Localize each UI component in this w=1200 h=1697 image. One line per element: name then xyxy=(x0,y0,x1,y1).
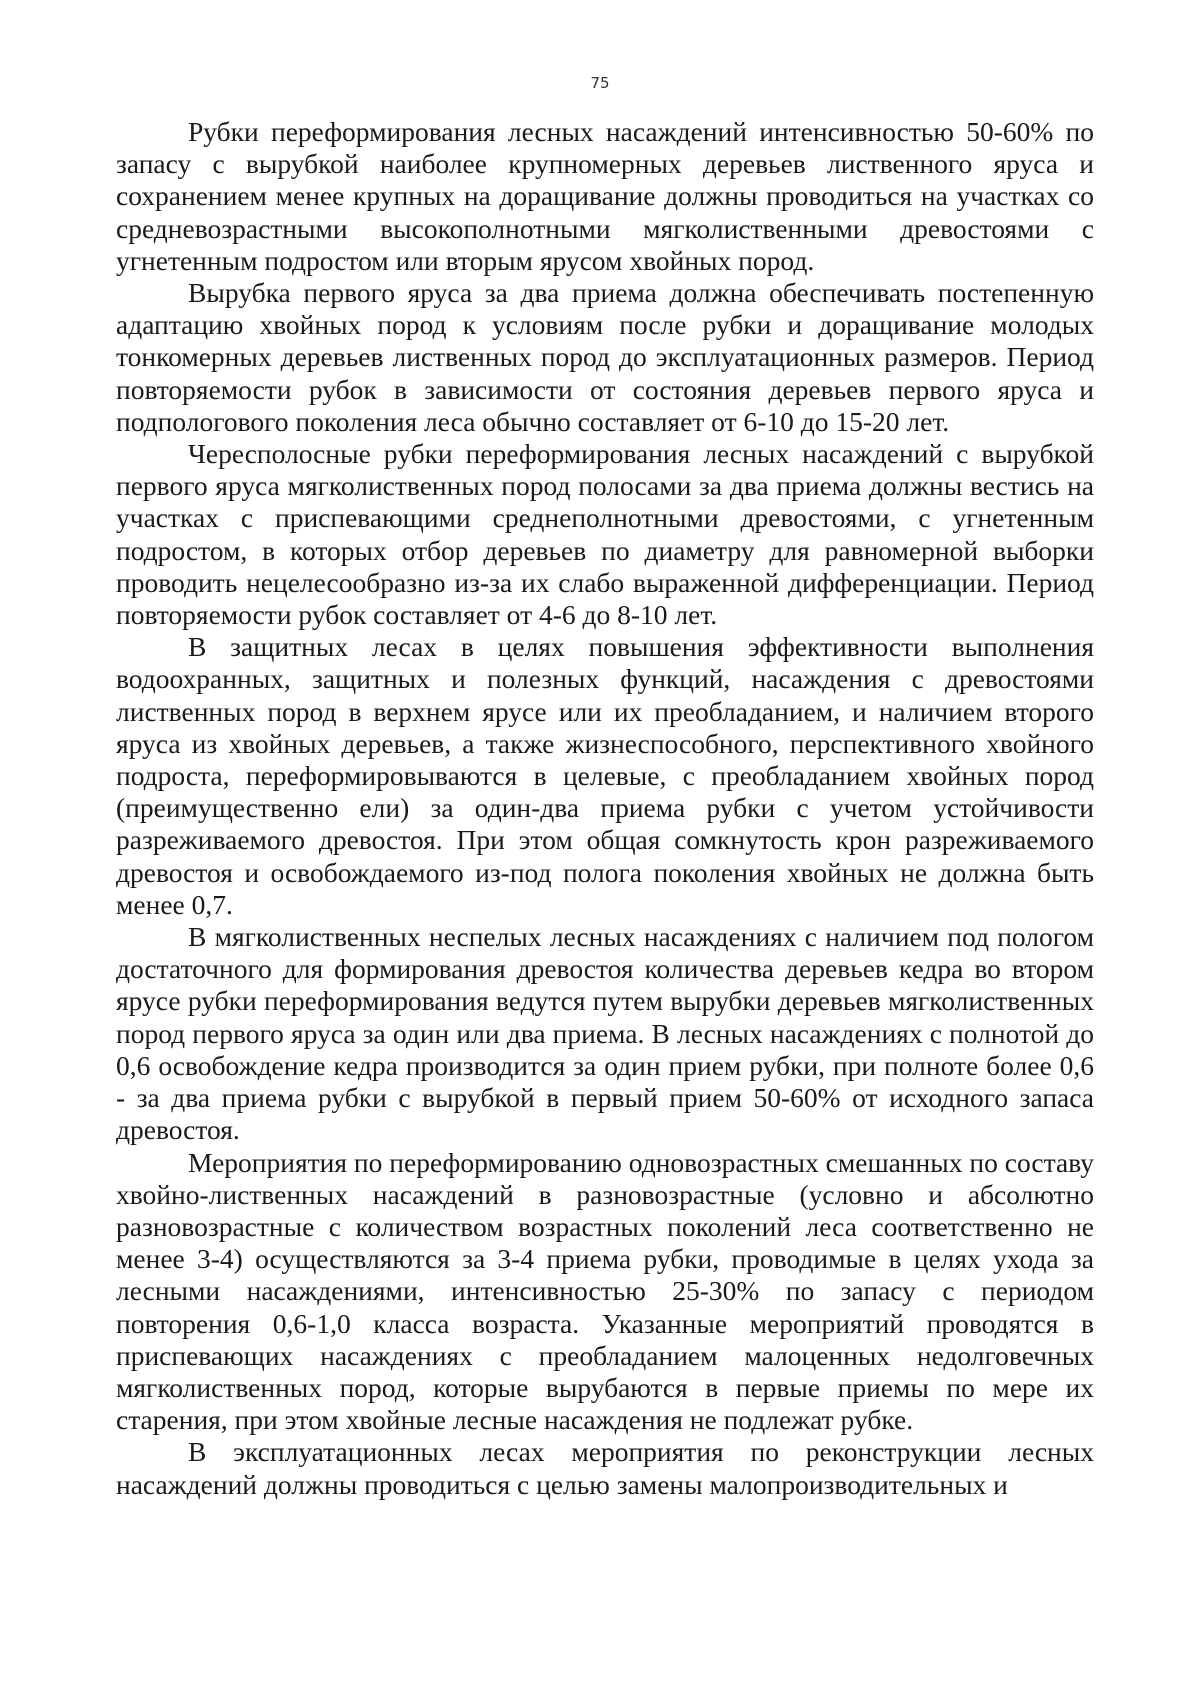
page-number: 75 xyxy=(590,74,610,92)
paragraph-7: В эксплуатационных лесах мероприятия по реконструкции лесных насаждений должны проводиться с целью замены малопроизводительных и xyxy=(116,1436,1094,1500)
document-body xyxy=(116,116,1094,1501)
paragraph-2: Вырубка первого яруса за два приема должна обеспечивать постепенную адаптацию хвойных пород к условиям после рубки и доращивание молодых тонкомерных деревьев лиственных пород до эксплуатационных размеров. Период повторяемости рубок в зависимости от состояния деревьев первого яруса и подпологового поколения леса обычно составляет от 6-10 до 15-20 лет. xyxy=(116,277,1094,437)
paragraph-5: В мягколиственных неспелых лесных насаждениях с наличием под пологом достаточного для формирования древостоя количества деревьев кедра во втором ярусе рубки переформирования ведутся путем вырубки деревьев мягколиственных пород первого яруса за один или два приема. В лесных насаждениях с полнотой до 0,6 освобождение кедра производится за один прием рубки, при полноте более 0,6 - за два приема рубки с вырубкой в первый прием 50-60% от исходного запаса древостоя. xyxy=(116,921,1094,1146)
paragraph-1: Рубки переформирования лесных насаждений интенсивностью 50-60% по запасу с вырубкой наиболее крупномерных деревьев лиственного яруса и сохранением менее крупных на доращивание должны проводиться на участках со средневозрастными высокополнотными мягколиственными древостоями с угнетенным подростом или вторым ярусом хвойных пород. xyxy=(116,116,1094,276)
paragraph-3: Чересполосные рубки переформирования лесных насаждений с вырубкой первого яруса мягколиственных пород полосами за два приема должны вестись на участках с приспевающими среднеполнотными древостоями, с угнетенным подростом, в которых отбор деревьев по диаметру для равномерной выборки проводить нецелесообразно из-за их слабо выраженной дифференциации. Период повторяемости рубок составляет от 4-6 до 8-10 лет. xyxy=(116,438,1094,631)
paragraph-4: В защитных лесах в целях повышения эффективности выполнения водоохранных, защитных и полезных функций, насаждения с древостоями лиственных пород в верхнем ярусе или их преобладанием, и наличием второго яруса из хвойных деревьев, а также жизнеспособного, перспективного хвойного подроста, переформировываются в целевые, с преобладанием хвойных пород (преимущественно ели) за один-два приема рубки с учетом устойчивости разреживаемого древостоя. При этом общая сомкнутость крон разреживаемого древостоя и освобождаемого из-под полога поколения хвойных не должна быть менее 0,7. xyxy=(116,631,1094,920)
paragraph-6: Мероприятия по переформированию одновозрастных смешанных по составу хвойно-лиственных насаждений в разновозрастные (условно и абсолютно разновозрастные с количеством возрастных поколений леса соответственно не менее 3-4) осуществляются за 3-4 приема рубки, проводимые в целях ухода за лесными насаждениями, интенсивностью 25-30% по запасу с периодом повторения 0,6-1,0 класса возраста. Указанные мероприятий проводятся в приспевающих насаждениях с преобладанием малоценных недолговечных мягколиственных пород, которые вырубаются в первые приемы по мере их старения, при этом хвойные лесные насаждения не подлежат рубке. xyxy=(116,1146,1094,1436)
